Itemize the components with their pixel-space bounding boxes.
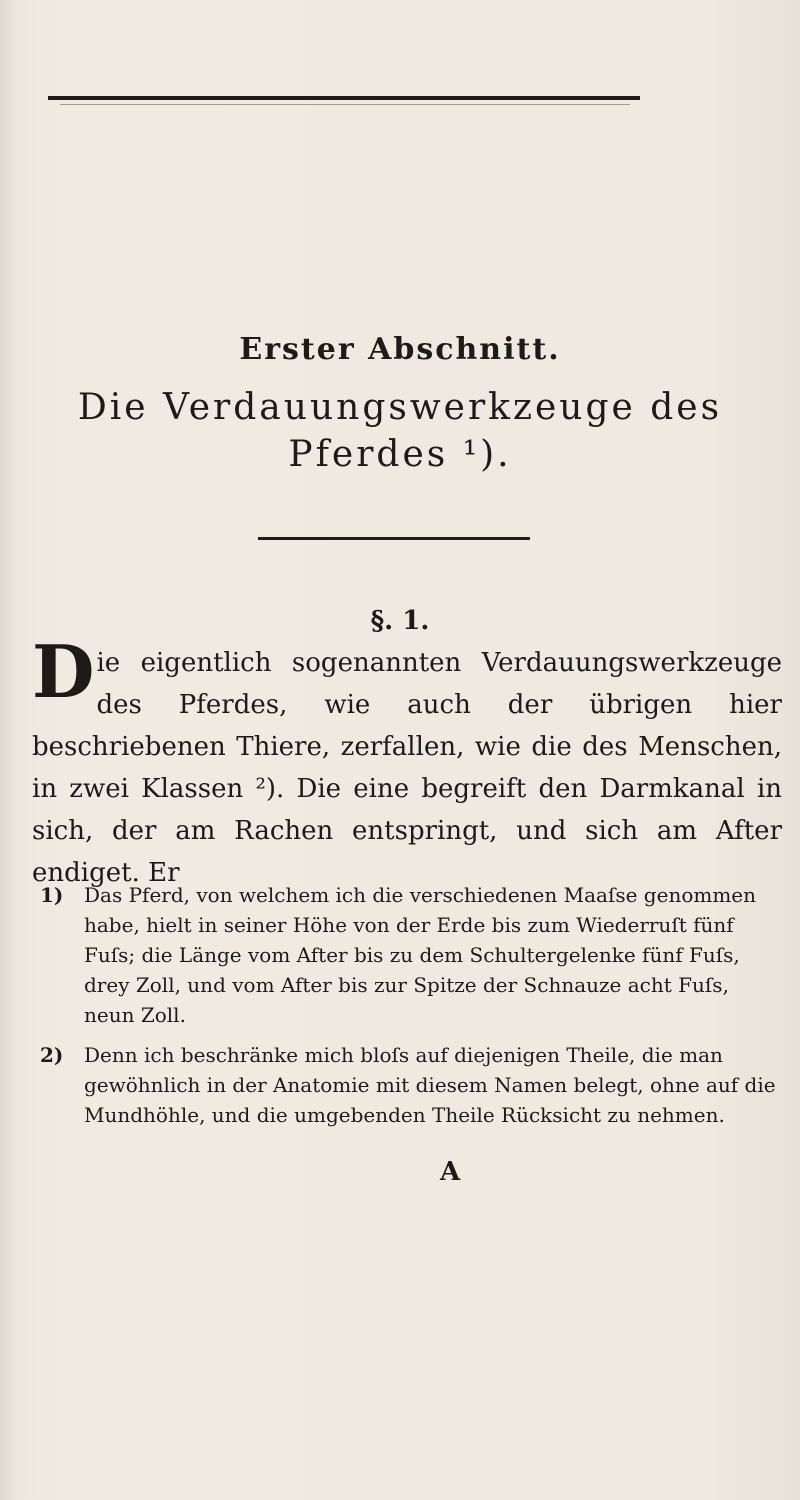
footnotes — [40, 880, 785, 1140]
footnote — [40, 1040, 785, 1130]
chapter-title-line-2: Pferdes ¹). — [288, 434, 512, 475]
chapter-title — [0, 384, 800, 478]
signature-mark: A — [440, 1157, 461, 1187]
title-rule — [258, 537, 530, 540]
body-paragraph — [32, 629, 782, 894]
body-text: ie eigentlich sogenannten Verdauungswerkzeuge des Pferdes, wie auch der übrigen hier beschriebenen Thiere, zerfallen, wie die des Menschen, in zwei Klassen ²). Die eine begreift den Darmkanal in sich, der am Rachen entspringt, und sich am After endiget. Er — [32, 648, 782, 888]
footnote — [40, 880, 785, 1030]
drop-cap: D — [32, 629, 95, 714]
chapter-title-line-1: Die Verdauungswerkzeuge des — [77, 387, 723, 428]
footnote-text: Das Pferd, von welchem ich die verschiedenen Maaſse genommen habe, hielt in seiner Höhe von der Erde bis zum Wiederruſt fünf Fuſs; die Länge vom After bis zu dem Schultergelenke fünf Fuſs, drey Zoll, und vom After bis zur Spitze der Schnauze acht Fuſs, neun Zoll. — [84, 883, 757, 1027]
top-rule — [48, 96, 640, 100]
footnote-marker: 1) — [40, 883, 64, 907]
footnote-text: Denn ich beschränke mich bloſs auf diejenigen Theile, die man gewöhnlich in der Anatomie mit diesem Namen belegt, ohne auf die Mundhöhle, und die umgebenden Theile Rücksicht zu nehmen. — [84, 1043, 776, 1127]
paragraph-mark: §. 1. — [370, 606, 430, 636]
footnote-marker: 2) — [40, 1043, 64, 1067]
top-rule-thin — [60, 104, 630, 105]
section-label: Erster Abschnitt. — [239, 332, 561, 367]
